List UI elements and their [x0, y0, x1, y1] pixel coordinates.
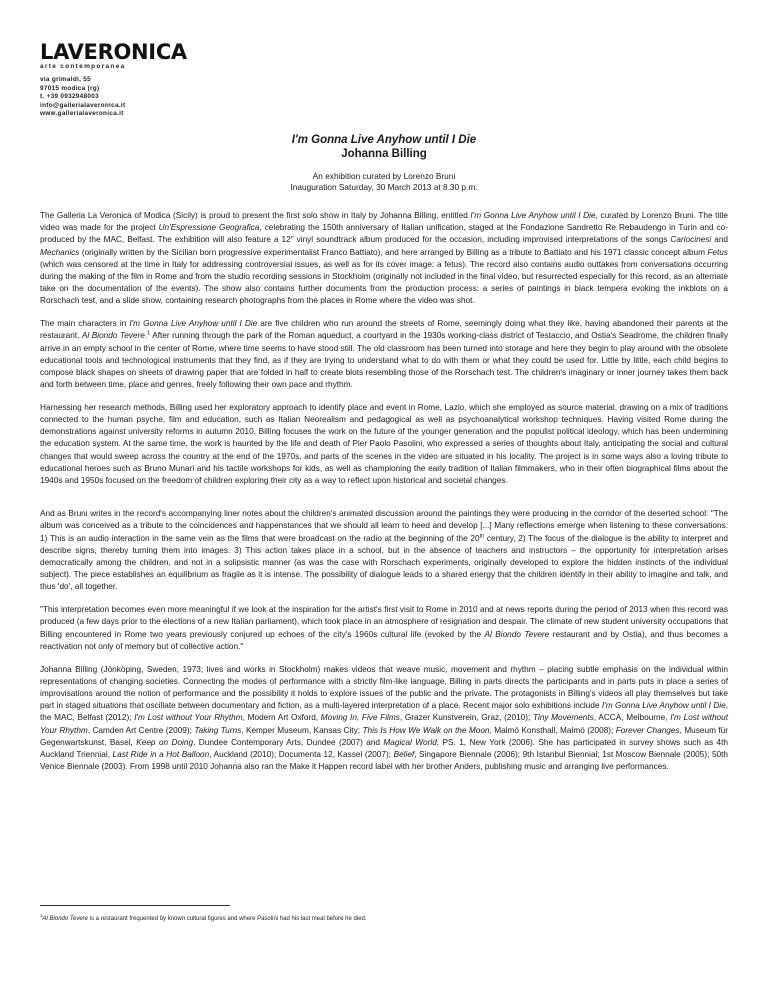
footnote: [40, 912, 367, 923]
footnote-divider: [40, 905, 230, 906]
exhibition-title: I'm Gonna Live Anyhow until I Die: [291, 134, 477, 146]
curator-line: An exhibition curated by Lorenzo Bruni: [312, 171, 456, 181]
paragraph-interpretation: "This interpretation becomes even more meaningful if we look at the inspiration for the artist's first visit to Rome in 2010 and at news reports during the period of 2013 when this record was produced (a few days prior to the elections of a new Italian parliament), which took place in an atmosphere of resignation and despair. The climate of new student university occupations that Billing encountered in Rome two years previously conjured up echoes of the city's 1960s cultural life (evoked by the Al Biondo Tevere restaurant and by Ostia), and thus becomes a reactivation not only of memory but of collective action.": [40, 605, 728, 651]
email-link[interactable]: info@gallerialaveronica.it: [40, 101, 126, 109]
gallery-tagline: arte contemporanea: [40, 63, 126, 70]
paragraph-research: Harnessing her research methods, Billing used her exploratory approach to identify place and event in Rome, Lazio, which she employed as source material, drawing on a mix of traditions connected to the human psyche, film and education, such as Italian Neorealism and pedagogical as well as psychoanalytical workshop techniques. Having visited Rome during the demonstrations against university reforms in autumn 2010, Billing focuses the work on the future of the younger generation and the populist political ideology, which has been undermining the education system. At the same time, the work is haunted by the life and death of Pier Paolo Pasolini, who expressed a series of thoughts about Italy, anticipating the social and cultural changes that would sweep across the country at the end of the 1970s, and parts of the scenes in the video are situated in his locality. The project is in some ways also a loving tribute to educational heroes such as Bruno Munari and his tactile workshops for kids, as well as championing the early tradition of Italian filmmakers, who in their often biographical films about the 1940s and 1950s focused on the freedom of children exploring their city as a way to reflect upon historical and societal changes.: [40, 402, 728, 486]
paragraph-intro: The Galleria La Veronica of Modica (Sicily) is proud to present the first solo show in Italy by Johanna Billing, entitled I'm Gonna Live Anyhow until I Die, curated by Lorenzo Bruni. The title video was made for the project Un'Espressione Geografica, celebrating the 150th anniversary of Italian unification, staged at the Fondazione Sandretto Re Rebaudengo in Turin and co-produced by the MAC, Belfast. The exhibition will also feature a 12" vinyl soundtrack album produced for the occasion, including improvised interpretations of the songs Cariocinesi and Mechanics (originally written by the Sicilian born progressive experimentalist Franco Battiato), and here arranged by Billing as a tribute to Battiato and his 1971 classic concept album Fetus (which was censored at the time in Italy for addressing controversial issues, as well as for its cover image: a fetus). The record also contains audio outtakes from conversations occurring during the making of the film in Rome and from the studio recording sessions in Stockholm (originally not included in the final video, but resurrected especially for this record, as an alternate take on the documentation of the events). The show also contains further documents from the production process: a series of paintings in black tempera evoking the inkblots on a Rorschach test, and a slide show, containing research photographs from the places in Rome where the video was shot.: [40, 211, 728, 306]
footnote-title: Al Biondo Tevere: [42, 916, 88, 922]
paragraph-liner-notes: And as Bruni writes in the record's accompanying liner notes about the children's animated discussion around the paintings they were producing in the corridor of the deserted school: "The album was conceived as a tribute to the coincidences and happenstances that we should all learn to heed and develop [...] Many reflections emerge when listening to these conversations: 1) This is an audio interaction in the same vein as the films that were broadcast on the radio at the beginning of the 20th century, 2) The focus of the dialogue is the ability to interpret and describe signs, thereby turning them into images. 3) This action takes place in a school, but in the absence of teachers and instructors – the opportunity for interpretation arises democratically among the children, and not in a solipsistic manner (as was the case with Rorschach experiments, originally developed to explore the hidden instincts of the individual subject). The piece establishes an equilibrium as fragile as it is intense. The possibility of dialogue leads to a shared energy that the children identify in their ability to imagine and talk, and thus 'do', all together.: [40, 509, 728, 592]
title-block: [0, 133, 768, 193]
artist-name: Johanna Billing: [341, 148, 427, 160]
footnote-marker[interactable]: 1: [147, 330, 151, 337]
website-link[interactable]: www.gallerialaveronica.it: [40, 110, 124, 118]
footnote-text: is a restaurant frequented by known cultural figures and where Pasolini had his last meal before he died.: [88, 916, 367, 922]
paragraph-characters: The main characters in I'm Gonna Live Anyhow until I Die are five children who run around the streets of Rome, seemingly doing what they like, having abandoned their parents at the restaurant, Al Biondo Tevere.$^1$ After running through the park of the Roman aqueduct, a courtyard in the 1930s working-class district of Testaccio, and Ostia's Seadrome, the children finally arrive in an empty school in the center of Rome, where time seems to have stood still. The old classroom has been turned into storage and here they begin to play around with the obsolete educational tools and technological instruments that they find, as if they are trying to understand what to do with them or what they could be used for. Little by little, each child begins to compose black shapes on sheets of drawing paper that are folded in half to create blots resembling those of the Rorschach test. The children's imaginary or inner journey takes them back and forth between time, place and genres, freely following their own pace and rhythm.: [40, 319, 728, 390]
phone-number: t. +39 0932948003: [40, 93, 99, 101]
address-street: via grimaldi, 55: [40, 76, 91, 83]
gallery-logo: [40, 42, 187, 70]
address-city: 97015 modica (rg): [40, 84, 100, 92]
gallery-contact: [40, 76, 125, 119]
inauguration-line: Inauguration Saturday, 30 March 2013 at 8.30 p.m.: [290, 182, 478, 192]
gallery-name: LAVERONICA: [40, 40, 187, 64]
paragraph-biography: Johanna Billing (Jönköping, Sweden, 1973; lives and works in Stockholm) makes videos that weave music, movement and rhythm – placing subtle emphasis on the individual within representations of changing societies. Connecting the modes of performance with a strictly film-like language, Billing in parts directs the participants and in parts puts in place a series of improvisations around the notion of performance and the possibility it holds to explore issues of the public and the private. The protagonists in Billing's videos all play themselves but take part in staged situations that oscillate between documentary and fiction, as a multi-layered interpretation of a place. Recent major solo exhibitions include I'm Gonna Live Anyhow until I Die, the MAC, Belfast (2012); I'm Lost without Your Rhythm, Modern Art Oxford, Moving In, Five Films, Grazer Kunstverein, Graz, (2010); Tiny Movements, ACCA, Melbourne, I'm Lost without Your Rhythm, Camden Art Centre (2009); Taking Turns, Kemper Museum, Kansas City; This Is How We Walk on the Moon, Malmö Konsthall, Malmö (2008); Forever Changes, Museum für Gegenwartskunst, Basel, Keep on Doing, Dundee Contemporary Arts, Dundee (2007) and Magical World, PS. 1, New York (2006). She has participated in survey shows such as 4th Auckland Triennial, Last Ride in a Hot Balloon, Auckland (2010); Documenta 12, Kassel (2007); Belief, Singapore Biennale (2006); 9th Istanbul Biennial; 1st Moscow Biennale (2005); 50th Venice Biennale (2003). From 1998 until 2010 Johanna also ran the Make it Happen record label with her brother Anders, publishing music and arranging live performances.: [40, 664, 729, 772]
body-text: [40, 210, 728, 784]
footnote-number: 1: [40, 913, 43, 918]
